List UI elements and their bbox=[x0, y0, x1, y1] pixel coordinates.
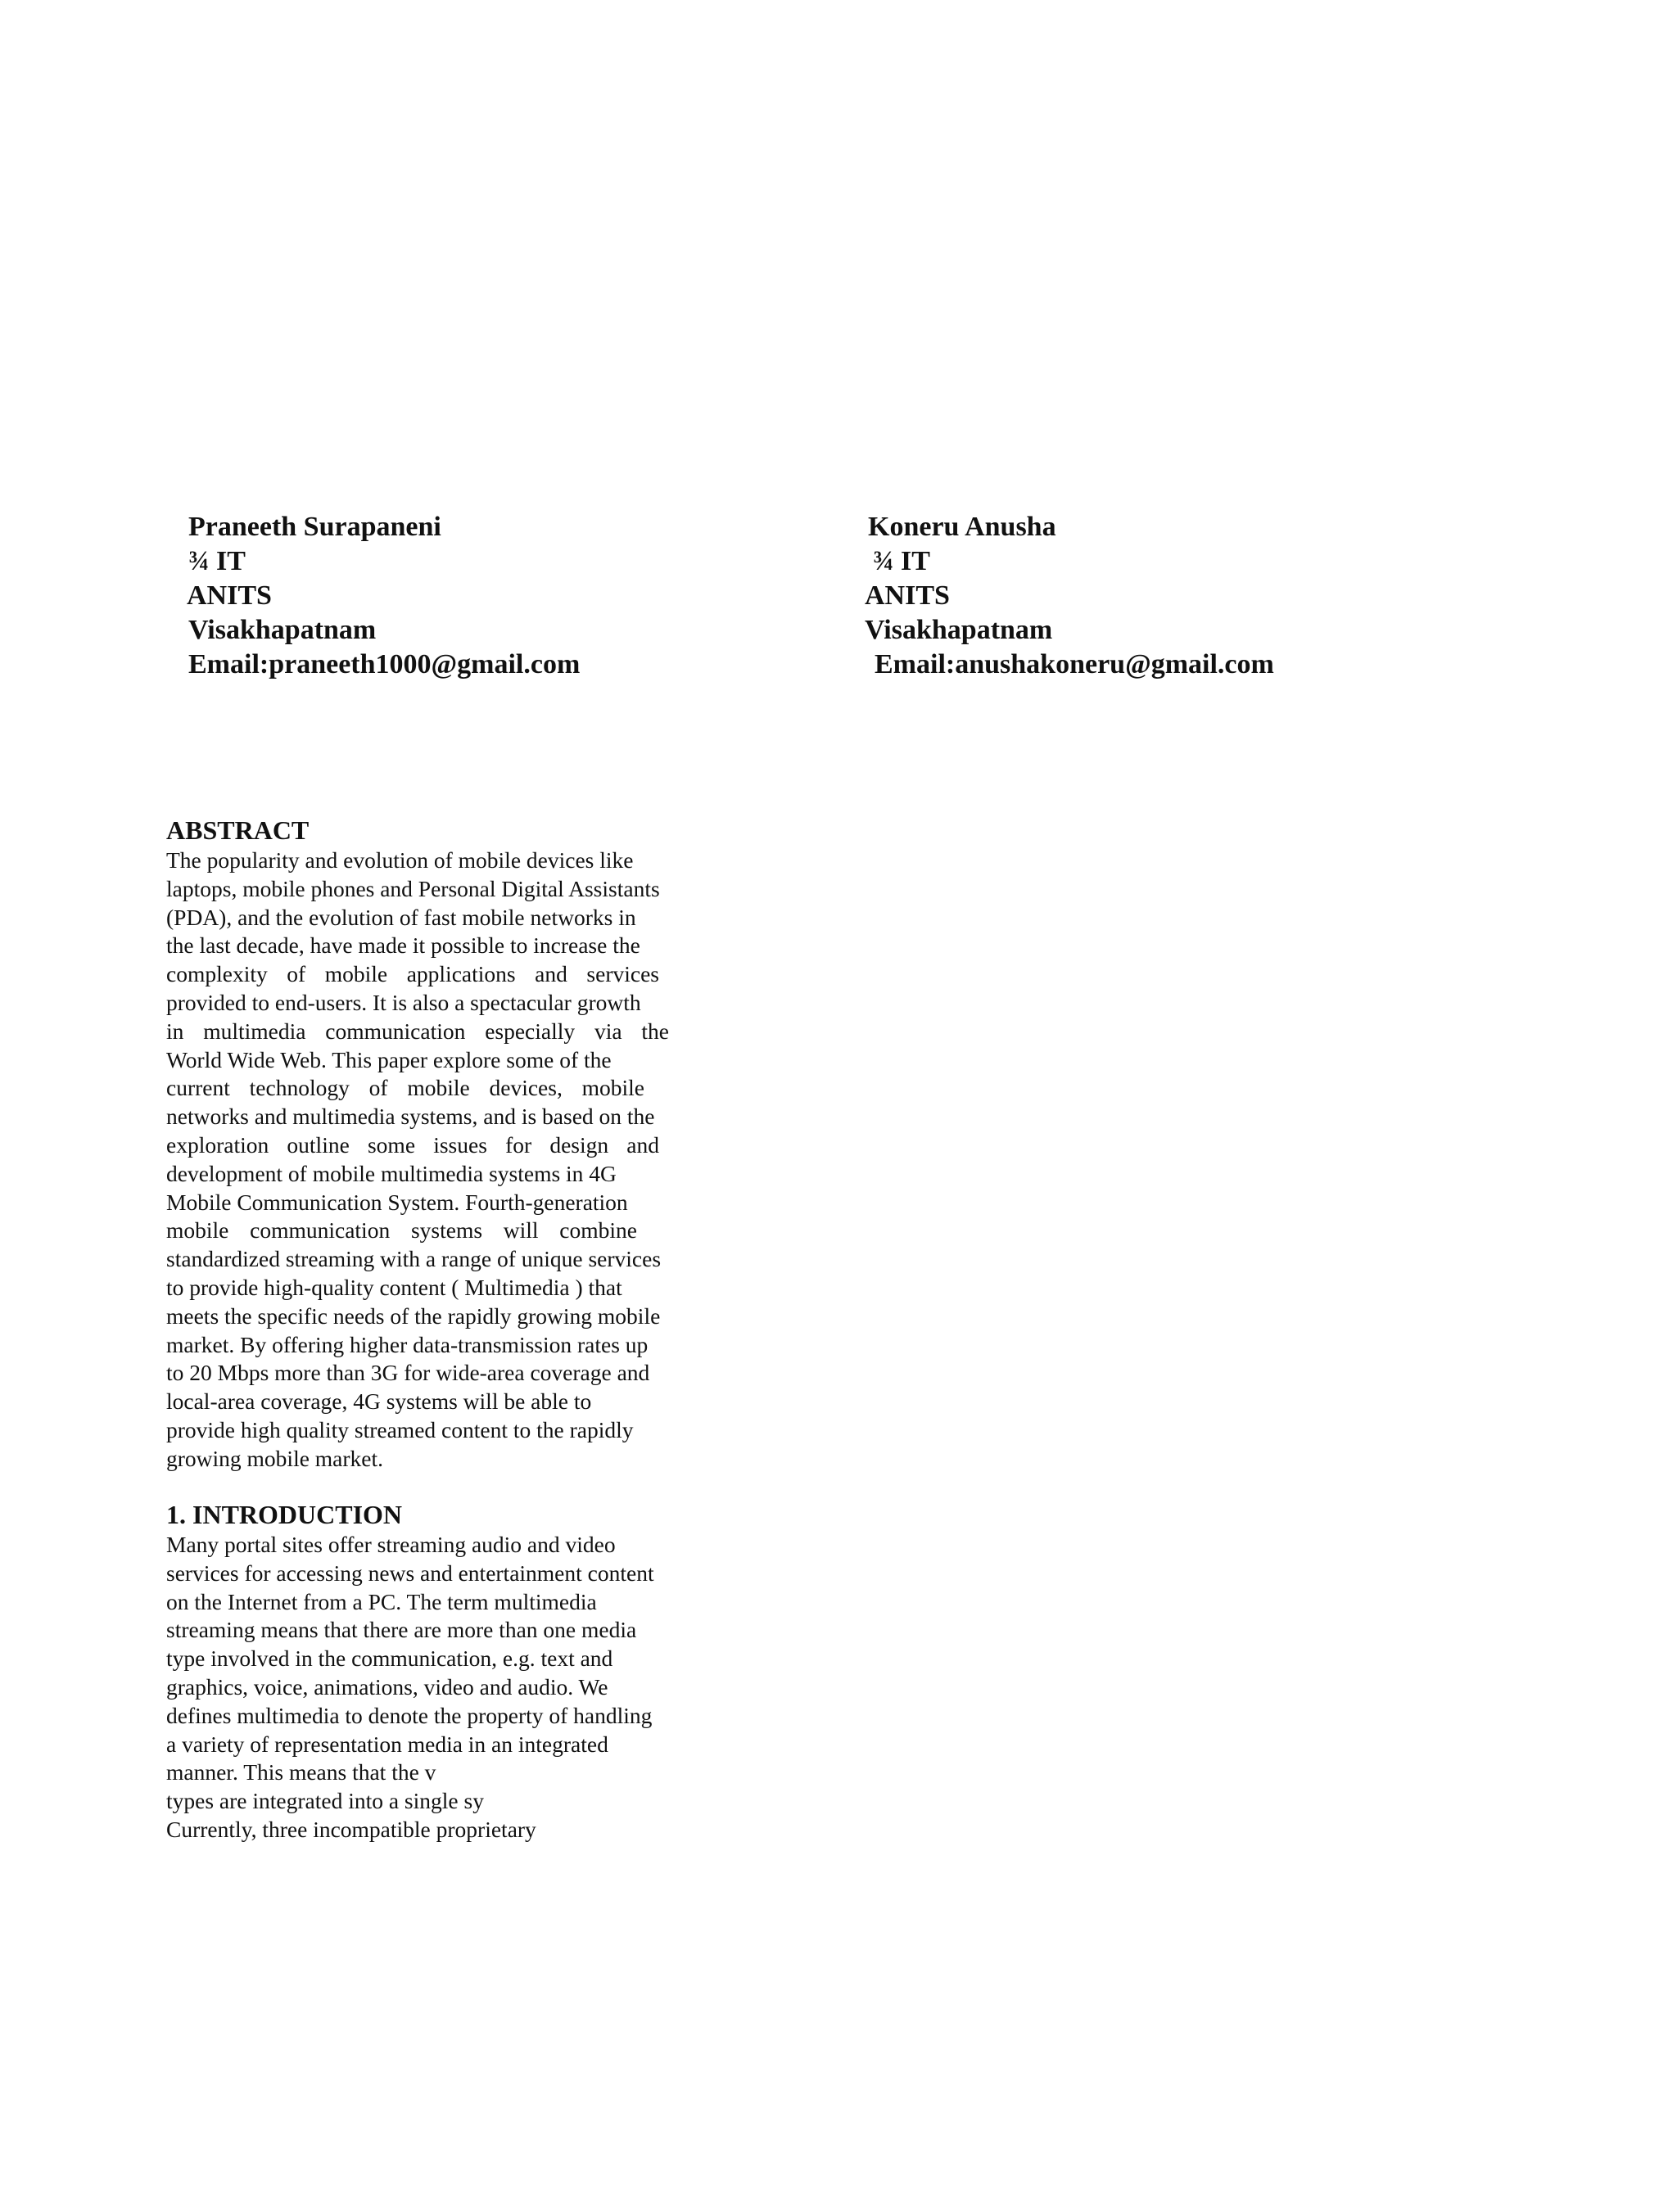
abstract-line: in multimedia communication especially via the bbox=[166, 1018, 669, 1044]
author-email: Email:praneeth1000@gmail.com bbox=[188, 649, 581, 679]
introduction-line: services for accessing news and entertainment content bbox=[166, 1560, 654, 1586]
introduction-line: Many portal sites offer streaming audio and video bbox=[166, 1532, 616, 1557]
abstract-section bbox=[166, 815, 715, 1474]
abstract-line: networks and multimedia systems, and is based on the bbox=[166, 1104, 655, 1130]
author-institution: ANITS bbox=[187, 580, 272, 611]
introduction-heading: 1. INTRODUCTION bbox=[166, 1500, 403, 1529]
abstract-line: mobile communication systems will combine bbox=[166, 1217, 637, 1244]
introduction-line-truncated bbox=[166, 1816, 715, 1844]
abstract-line: meets the specific needs of the rapidly growing mobile bbox=[166, 1302, 661, 1329]
abstract-line: (PDA), and the evolution of fast mobile networks in bbox=[166, 904, 636, 930]
author-year: ¾ IT bbox=[188, 546, 246, 576]
author-name: Koneru Anusha bbox=[868, 512, 1056, 542]
abstract-line: World Wide Web. This paper explore some of the bbox=[166, 1046, 612, 1072]
abstract-line: provide high quality streamed content to the rapidly bbox=[166, 1416, 634, 1442]
abstract-line: complexity of mobile applications and services bbox=[166, 961, 659, 987]
introduction-line: type involved in the communication, e.g. text and bbox=[166, 1645, 613, 1672]
introduction-line: a variety of representation media in an integrated bbox=[166, 1731, 608, 1757]
author-city: Visakhapatnam bbox=[865, 615, 1053, 645]
truncated-text: manner. This means that the v bbox=[166, 1759, 436, 1785]
abstract-line: to provide high-quality content ( Multimedia ) that bbox=[166, 1274, 622, 1300]
introduction-line: streaming means that there are more than one media bbox=[166, 1617, 637, 1643]
introduction-line-truncated bbox=[166, 1758, 715, 1787]
introduction-section bbox=[166, 1500, 715, 1844]
author-year: ¾ IT bbox=[873, 546, 930, 576]
abstract-line: Mobile Communication System. Fourth-generation bbox=[166, 1189, 628, 1215]
author-block-1 bbox=[188, 510, 580, 682]
abstract-line: provided to end-users. It is also a spectacular growth bbox=[166, 989, 641, 1015]
truncated-text: Currently, three incompatible proprietary bbox=[166, 1816, 536, 1842]
abstract-line: standardized streaming with a range of unique services bbox=[166, 1246, 662, 1272]
abstract-line: the last decade, have made it possible to increase the bbox=[166, 932, 640, 959]
abstract-line: laptops, mobile phones and Personal Digital Assistants bbox=[166, 875, 660, 901]
author-city: Visakhapatnam bbox=[188, 615, 377, 645]
author-email: Email:anushakoneru@gmail.com bbox=[875, 649, 1274, 679]
abstract-line: development of mobile multimedia systems in 4G bbox=[166, 1160, 617, 1186]
abstract-line: local-area coverage, 4G systems will be able to bbox=[166, 1388, 592, 1415]
introduction-line: defines multimedia to denote the property of handling bbox=[166, 1702, 653, 1728]
abstract-line: market. By offering higher data-transmission rates up bbox=[166, 1331, 649, 1357]
abstract-line: current technology of mobile devices, mobile bbox=[166, 1075, 644, 1101]
abstract-heading: ABSTRACT bbox=[166, 815, 310, 845]
introduction-line: on the Internet from a PC. The term multimedia bbox=[166, 1588, 597, 1614]
author-block-2 bbox=[865, 510, 1274, 682]
introduction-line-truncated bbox=[166, 1787, 715, 1816]
author-institution: ANITS bbox=[865, 580, 950, 611]
abstract-line: to 20 Mbps more than 3G for wide-area coverage and bbox=[166, 1360, 650, 1386]
abstract-line: exploration outline some issues for design and bbox=[166, 1131, 659, 1158]
author-name: Praneeth Surapaneni bbox=[188, 512, 441, 542]
introduction-line: graphics, voice, animations, video and audio. We bbox=[166, 1673, 608, 1700]
abstract-line: growing mobile market. bbox=[166, 1445, 384, 1471]
truncated-text: types are integrated into a single sy bbox=[166, 1788, 484, 1814]
abstract-line: The popularity and evolution of mobile devices like bbox=[166, 847, 634, 873]
